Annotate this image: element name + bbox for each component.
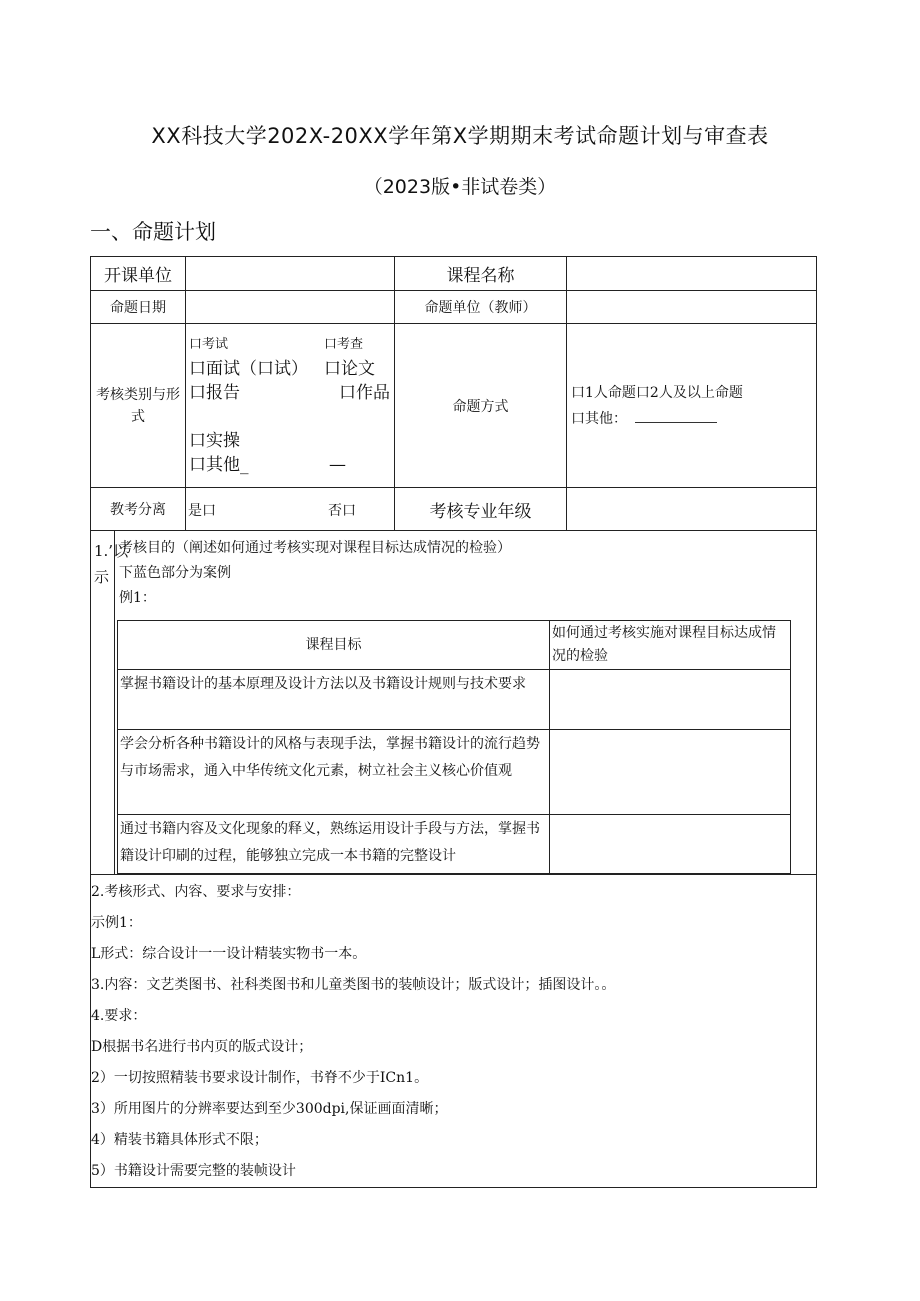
type-label: 考核类别与形式 [91,324,186,488]
goal-row-1: 掌握书籍设计的基本原理及设计方法以及书籍设计规则与技术要求 [118,670,550,730]
course-value[interactable] [567,257,817,291]
section2-line: 3.内容：文艺类图书、社科类图书和儿童类图书的装帧设计；版式设计；插图设计。。 [91,977,616,993]
grade-value[interactable] [567,488,817,531]
goal-row-3: 通过书籍内容及文化现象的释义，熟练运用设计手段与方法，掌握书籍设计印刷的过程，能够独立完成一本书籍的完整设计 [118,815,550,874]
document-title: XX科技大学202X-20XX学年第X学期期末考试命题计划与审查表 [151,124,769,148]
goal-row-2: 学会分析各种书籍设计的风格与表现手法，掌握书籍设计的流行趋势与市场需求，通入中华传统文化元素，树立社会主义核心价值观 [118,730,550,815]
method-options [567,324,817,488]
option-practice[interactable]: 口实操 [189,431,240,451]
author-label: 命题单位（教师） [395,291,567,324]
section2-cell [91,875,817,1188]
option-interview[interactable]: 口面试（口试） [189,359,308,379]
section-heading: 一、命题计划 [90,220,216,244]
option-report[interactable]: 口报告 [189,383,240,403]
goals-header-goal: 课程目标 [118,621,550,670]
separation-label: 教考分离 [91,488,186,531]
separation-no[interactable]: 否口 [328,503,356,519]
goals-header-check: 如何通过考核实施对课程目标达成情况的检验 [550,621,791,670]
author-value[interactable] [567,291,817,324]
method-option-other[interactable]: 口其他： [571,410,627,427]
section2-line: 3）所用图片的分辨率要达到至少300dpi,保证画面清晰； [91,1101,448,1117]
date-label: 命题日期 [91,291,186,324]
method-other-blank[interactable] [635,410,717,423]
section2-line: 4.要求： [91,1008,147,1024]
option-other[interactable]: 口其他_ [189,455,249,475]
goal-row-3-check[interactable] [550,815,791,874]
note-text: 下蓝色部分为案例 [119,565,231,581]
goals-table [117,620,791,874]
option-exam[interactable]: 口考试 [189,337,229,352]
unit-value[interactable] [186,257,395,291]
unit-label: 开课单位 [91,257,186,291]
method-option-count[interactable]: 口1人命题口2人及以上命题 [571,384,743,401]
grade-label: 考核专业年级 [395,488,567,531]
goal-row-1-check[interactable] [550,670,791,730]
course-label: 课程名称 [395,257,567,291]
separation-yes[interactable]: 是口 [188,503,216,519]
section2-line: D根据书名进行书内页的版式设计； [91,1039,313,1055]
section2-line: L形式：综合设计一一设计精装实物书一本。 [91,946,367,962]
section2-line: 2.考核形式、内容、要求与安排： [91,884,301,900]
example-label: 例1： [119,590,156,606]
separation-options [186,488,395,531]
section2-line: 4）精装书籍具体形式不限； [91,1132,268,1148]
purpose-text: 考核目的（阐述如何通过考核实现对课程目标达成情况的检验） [119,540,511,556]
section2-line: 2）一切按照精装书要求设计制作，书脊不少于ICn1。 [91,1070,429,1086]
section1-intro [119,536,511,611]
goal-row-2-check[interactable] [550,730,791,815]
type-options [186,324,395,488]
option-paper[interactable]: 口论文 [324,359,375,379]
option-check[interactable]: 口考查 [324,337,364,352]
section2-lines [91,877,816,1187]
section2-cut-line: 5）书籍设计需要完整的装帧设计 [91,1163,296,1179]
option-other-blank: — [329,455,346,475]
document-subtitle: （2023版•非试卷类） [363,176,557,198]
option-work[interactable]: 口作品 [339,383,390,403]
date-value[interactable] [186,291,395,324]
method-label: 命题方式 [395,324,567,488]
section2-line: 示例1： [91,915,142,931]
section1-side-label: 1.’以示 [91,531,115,874]
